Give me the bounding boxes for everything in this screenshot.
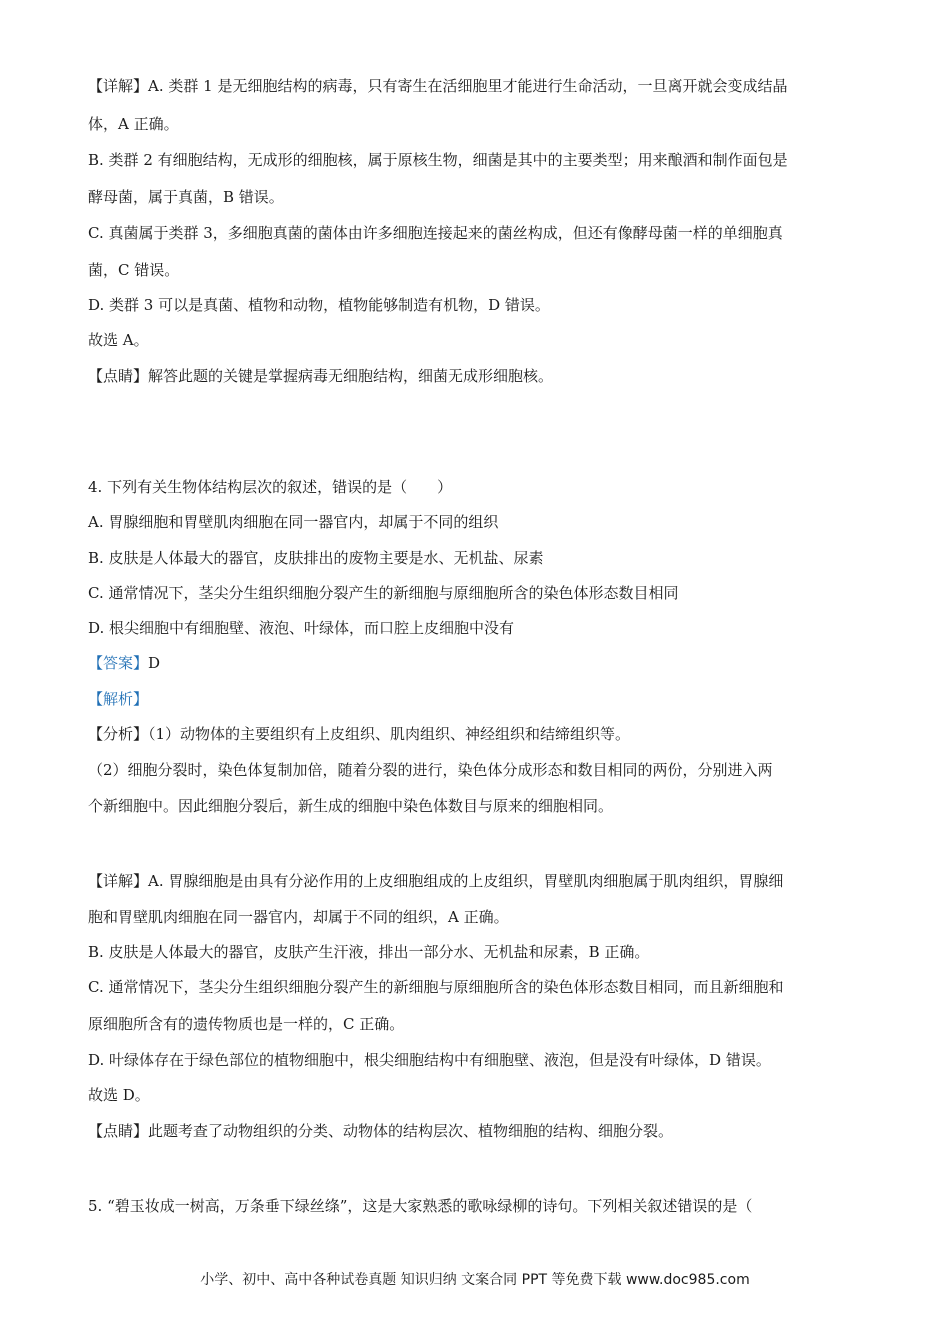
q4-detail-a-line2: 胞和胃壁肌肉细胞在同一器官内，却属于不同的组织，A 正确。 [88, 908, 509, 926]
q4-comment: 【点睛】此题考查了动物组织的分类、动物体的结构层次、植物细胞的结构、细胞分裂。 [88, 1122, 674, 1140]
q3-choice: 故选 A。 [88, 331, 149, 349]
q5-stem: 5. “碧玉妆成一树高，万条垂下绿丝绦”，这是大家熟悉的歌咏绿柳的诗句。下列相关叙述错误的是（ [88, 1197, 753, 1215]
q4-analysis-label: 【解析】 [88, 690, 149, 708]
q4-stem: 4. 下列有关生物体结构层次的叙述，错误的是（ ） [88, 478, 453, 496]
q4-option-b: B. 皮肤是人体最大的器官，皮肤排出的废物主要是水、无机盐、尿素 [88, 549, 544, 567]
q4-detail-c-line2: 原细胞所含有的遗传物质也是一样的，C 正确。 [88, 1015, 405, 1033]
q3-detail-b-line2: 酵母菌，属于真菌，B 错误。 [88, 188, 284, 206]
q4-detail-b: B. 皮肤是人体最大的器官，皮肤产生汗液，排出一部分水、无机盐和尿素，B 正确。 [88, 943, 650, 961]
q4-detail-d: D. 叶绿体存在于绿色部位的植物细胞中，根尖细胞结构中有细胞壁、液泡，但是没有叶绿体，D 错误。 [88, 1051, 771, 1069]
q3-detail-d: D. 类群 3 可以是真菌、植物和动物，植物能够制造有机物，D 错误。 [88, 296, 550, 314]
q3-detail-a-line2: 体，A 正确。 [88, 115, 179, 133]
q4-option-c: C. 通常情况下，茎尖分生组织细胞分裂产生的新细胞与原细胞所含的染色体形态数目相同 [88, 584, 679, 602]
q4-choice: 故选 D。 [88, 1086, 150, 1104]
answer-value: D [148, 654, 161, 672]
q4-option-d: D. 根尖细胞中有细胞壁、液泡、叶绿体，而口腔上皮细胞中没有 [88, 619, 515, 637]
answer-label: 【答案】 [88, 654, 149, 672]
q4-option-a: A. 胃腺细胞和胃壁肌肉细胞在同一器官内，却属于不同的组织 [88, 513, 499, 531]
q4-analysis-2-line1: （2）细胞分裂时，染色体复制加倍，随着分裂的进行，染色体分成形态和数目相同的两份，分别进入两 [88, 761, 773, 779]
q4-detail-a-line1: 【详解】A. 胃腺细胞是由具有分泌作用的上皮细胞组成的上皮组织，胃壁肌肉细胞属于肌肉组织，胃腺细 [88, 872, 784, 890]
q3-detail-b-line1: B. 类群 2 有细胞结构，无成形的细胞核，属于原核生物，细菌是其中的主要类型；用来酿酒和制作面包是 [88, 151, 788, 169]
q4-detail-c-line1: C. 通常情况下，茎尖分生组织细胞分裂产生的新细胞与原细胞所含的染色体形态数目相同，而且新细胞和 [88, 978, 784, 996]
q4-analysis-1: 【分析】（1）动物体的主要组织有上皮组织、肌肉组织、神经组织和结缔组织等。 [88, 725, 631, 743]
q3-detail-c-line1: C. 真菌属于类群 3，多细胞真菌的菌体由许多细胞连接起来的菌丝构成，但还有像酵母菌一样的单细胞真 [88, 224, 783, 242]
q3-detail-a-line1: 【详解】A. 类群 1 是无细胞结构的病毒，只有寄生在活细胞里才能进行生命活动，一旦离开就会变成结晶 [88, 77, 788, 95]
q3-comment: 【点睛】解答此题的关键是掌握病毒无细胞结构，细菌无成形细胞核。 [88, 367, 554, 385]
q4-analysis-2-line2: 个新细胞中。因此细胞分裂后，新生成的细胞中染色体数目与原来的细胞相同。 [88, 797, 614, 815]
q4-answer [88, 653, 888, 673]
page-footer: 小学、初中、高中各种试卷真题 知识归纳 文案合同 PPT 等免费下载 www.doc985.com [200, 1272, 750, 1288]
q3-detail-c-line2: 菌，C 错误。 [88, 261, 180, 279]
